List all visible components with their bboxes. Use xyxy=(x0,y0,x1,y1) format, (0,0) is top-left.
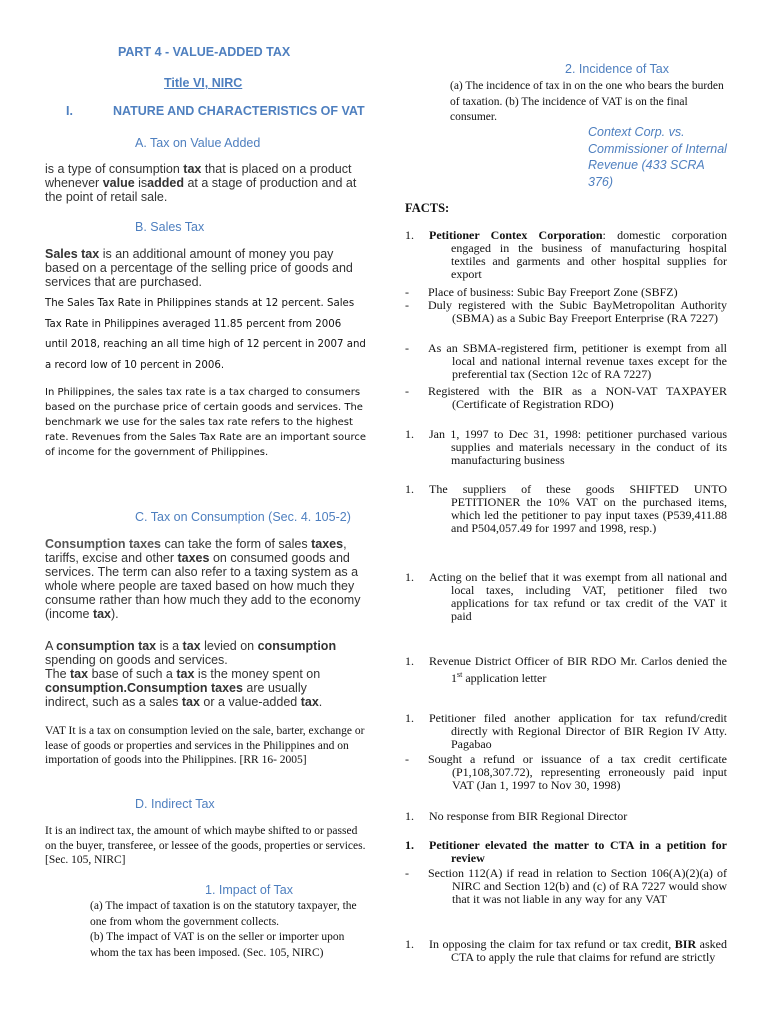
dash-item-5: - Sought a refund or issuance of a tax credit certificate (P1,108,307.72), representing erroneously paid input VAT (Jan 1, 1997 to Nov 30, 1998) xyxy=(405,752,727,792)
heading-b: B. Sales Tax xyxy=(135,220,205,234)
dash-item-3: - As an SBMA-registered firm, petitioner is exempt from all local and national internal revenue taxes except for the preferential tax (Section 12c of RA 7227) xyxy=(405,341,727,381)
para-c-vat: VAT It is a tax on consumption levied on the sale, barter, exchange or lease of goods or properties and services in the Philippines and on importation of goods into the Philippines. [RR 16- 2005] xyxy=(45,725,365,766)
para-b-rate: The Sales Tax Rate in Philippines stands at 12 percent. Sales Tax Rate in Philippines averaged 11.85 percent from 2006 until 2018, reaching an all time high of 12 percent in 2007 and a record low of 10 percent in 2006. xyxy=(45,298,366,371)
dash-item-2: - Duly registered with the Subic BayMetropolitan Authority (SBMA) as a Subic Bay Freeport Enterprise (RA 7227) xyxy=(405,298,727,325)
heading-a: A. Tax on Value Added xyxy=(135,136,261,150)
fact-item-9: 1. In opposing the claim for tax refund or tax credit, BIR asked CTA to apply the rule that claims for refund are strictly xyxy=(405,937,727,964)
fact-number: 1. xyxy=(405,228,414,242)
heading-impact: 1. Impact of Tax xyxy=(205,883,294,897)
dash-item-6: - Section 112(A) if read in relation to Section 106(A)(2)(a) of NIRC and Section 12(b) and (c) of RA 7227 would show that it was not liable in any way for any VAT xyxy=(405,866,727,906)
fact-item-1: 1. Petitioner Contex Corporation: domestic corporation engaged in the business of manufacturing hospital textiles and garments and other hospital supplies for export xyxy=(405,228,727,281)
dash-item-1: - Place of business: Subic Bay Freeport Zone (SBFZ) xyxy=(405,285,678,299)
facts-label: FACTS: xyxy=(405,201,450,215)
impact-b: (b) The impact of VAT is on the seller or importer upon whom the tax has been imposed. (Sec. 105, NIRC) xyxy=(90,931,345,959)
heading-d: D. Indirect Tax xyxy=(135,797,215,811)
dash-item-4: - Registered with the BIR as a NON-VAT TAXPAYER (Certificate of Registration RDO) xyxy=(405,384,727,411)
para-a: is a type of consumption tax that is placed on a product whenever value isadded at a stage of production and at the point of retail sale. xyxy=(45,162,357,204)
part-heading: PART 4 - VALUE-ADDED TAX xyxy=(118,45,291,59)
section-number: I. xyxy=(66,104,73,118)
heading-c: C. Tax on Consumption (Sec. 4. 105-2) xyxy=(135,510,351,524)
title-heading: Title VI, NIRC xyxy=(164,76,243,90)
incidence-body: (a) The incidence of tax in on the one who bears the burden of taxation. (b) The incidence of VAT is on the final consumer. xyxy=(450,80,724,123)
section-heading: NATURE AND CHARACTERISTICS OF VAT xyxy=(113,104,365,118)
fact-item-7: 1. No response from BIR Regional Director xyxy=(405,809,628,823)
case-title: Context Corp. vs. Commissioner of Internal Revenue (433 SCRA 376) xyxy=(588,125,727,189)
fact-item-6: 1. Petitioner filed another application for tax refund/credit directly with Regional Director of BIR Region IV Atty. Pagabao xyxy=(405,711,727,751)
para-d: It is an indirect tax, the amount of which maybe shifted to or passed on the buyer, transferee, or lessee of the goods, properties or services. [Sec. 105, NIRC] xyxy=(45,825,366,866)
para-b-definition: In Philippines, the sales tax rate is a tax charged to consumers based on the purchase price of certain goods and services. The benchmark we use for the sales tax rate refers to the highest rate. Revenues from the Sales Tax Rate are an important source of income for the government of Philippines. xyxy=(45,387,367,458)
fact-item-4: 1. Acting on the belief that it was exempt from all national and local taxes, including VAT, petitioner filed two applications for tax refund or tax credit of the VAT it paid xyxy=(405,570,727,623)
impact-a: (a) The impact of taxation is on the statutory taxpayer, the one from whom the government collects. xyxy=(90,900,357,928)
fact-item-2: 1. Jan 1, 1997 to Dec 31, 1998: petitioner purchased various supplies and materials necessary in the conduct of its manufacturing business xyxy=(405,427,727,467)
para-b: Sales tax is an additional amount of money you pay based on a percentage of the selling price of goods and services that are purchased. xyxy=(45,247,353,289)
fact-item-5: 1. Revenue District Officer of BIR RDO Mr. Carlos denied the 1st application letter xyxy=(405,654,727,685)
fact-item-8: 1. Petitioner elevated the matter to CTA in a petition for review xyxy=(405,838,727,865)
para-c-1: Consumption taxes can take the form of sales taxes, tariffs, excise and other taxes on consumed goods and services. The term can also refer to a taxing system as a whole where people are taxed based on how much they consume rather than how much they add to the economy (income tax). xyxy=(45,537,361,621)
fact-item-3: 1. The suppliers of these goods SHIFTED UNTO PETITIONER the 10% VAT on the purchased items, which led the petitioner to pay input taxes (P539,411.88 and P504,057.49 for 1997 and 1998, resp.) xyxy=(405,482,727,535)
heading-incidence: 2. Incidence of Tax xyxy=(565,62,670,76)
para-c-2: A consumption tax is a tax levied on consumption spending on goods and services. The tax base of such a tax is the money spent on consumption.Consumption taxes are usually indirect, such as a sales tax or a value-added tax. xyxy=(45,639,337,709)
